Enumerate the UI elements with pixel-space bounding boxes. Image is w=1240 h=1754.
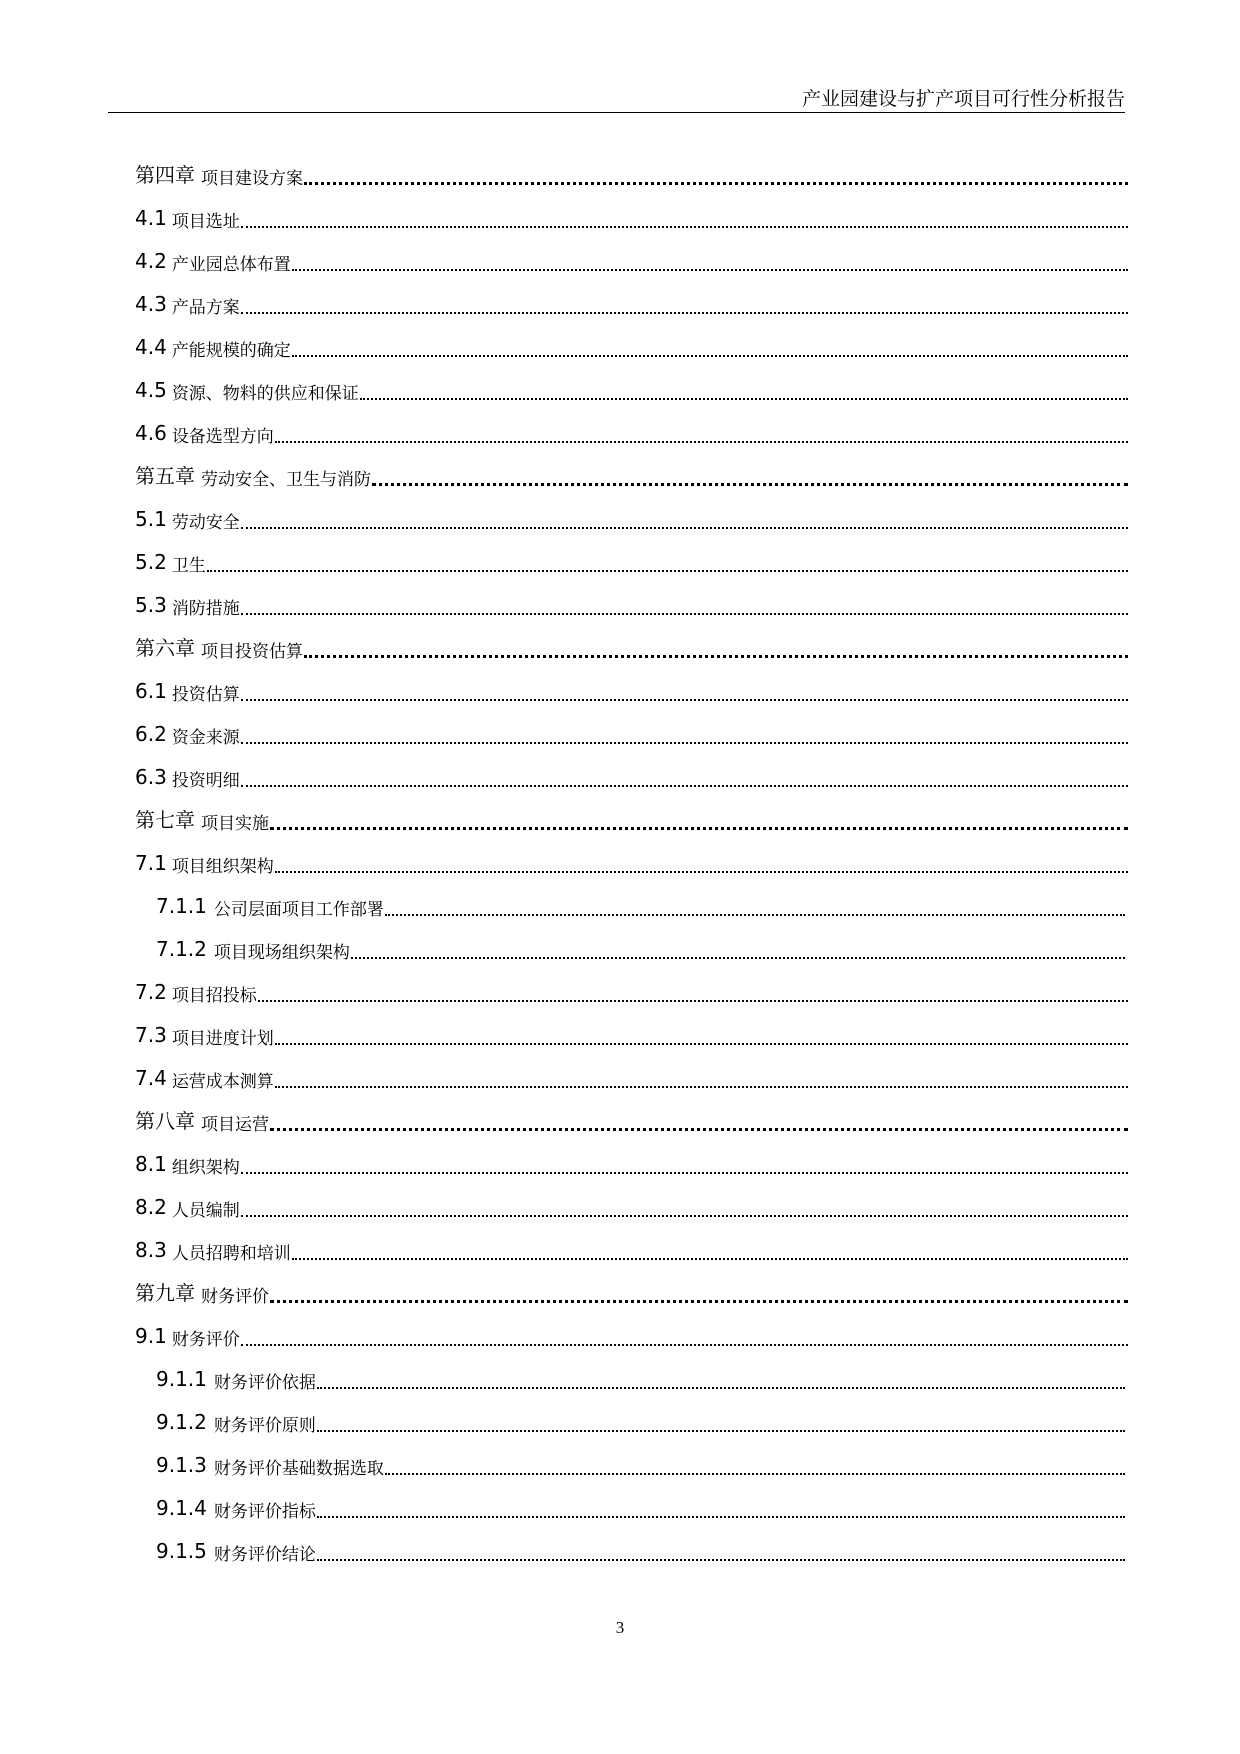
toc-section-entry[interactable] — [135, 1139, 1128, 1182]
toc-section-entry[interactable] — [135, 537, 1128, 580]
toc-section-entry[interactable] — [135, 1483, 1128, 1526]
toc-entry-title: 财务评价 — [201, 1287, 269, 1307]
toc-dot-leader — [275, 1043, 1128, 1045]
toc-dot-leader — [270, 1128, 1128, 1131]
toc-section-entry[interactable] — [135, 322, 1128, 365]
toc-entry-number: 第七章 — [135, 808, 195, 832]
toc-dot-leader — [304, 182, 1128, 185]
toc-entry-title: 投资明细 — [171, 771, 240, 791]
toc-entry-title: 财务评价指标 — [213, 1502, 316, 1522]
toc-dot-leader — [241, 226, 1128, 228]
toc-section-entry[interactable] — [135, 1311, 1128, 1354]
toc-dot-leader — [385, 914, 1125, 916]
toc-entry-number: 4.4 — [135, 335, 167, 359]
toc-entry-number: 第四章 — [135, 163, 195, 187]
toc-entry-number: 7.1.2 — [156, 937, 207, 961]
toc-chapter-entry[interactable] — [135, 623, 1128, 666]
toc-section-entry[interactable] — [135, 709, 1128, 752]
toc-dot-leader — [317, 1559, 1125, 1561]
toc-entry-number: 4.3 — [135, 292, 167, 316]
toc-entry-title: 项目选址 — [171, 212, 240, 232]
toc-dot-leader — [385, 1473, 1125, 1475]
toc-dot-leader — [241, 312, 1128, 314]
toc-section-entry[interactable] — [135, 236, 1128, 279]
toc-section-entry[interactable] — [135, 1354, 1128, 1397]
toc-dot-leader — [275, 871, 1128, 873]
toc-entry-title: 项目建设方案 — [201, 169, 303, 189]
toc-entry-title: 劳动安全、卫生与消防 — [201, 470, 371, 490]
toc-entry-title: 财务评价基础数据选取 — [213, 1459, 384, 1479]
toc-dot-leader — [372, 483, 1128, 486]
table-of-contents — [135, 150, 1128, 1569]
toc-entry-title: 项目运营 — [201, 1115, 269, 1135]
toc-entry-title: 产业园总体布置 — [171, 255, 291, 275]
toc-entry-title: 运营成本测算 — [171, 1072, 274, 1092]
toc-entry-number: 9.1.2 — [156, 1410, 207, 1434]
toc-section-entry[interactable] — [135, 1440, 1128, 1483]
toc-entry-title: 组织架构 — [171, 1158, 240, 1178]
toc-entry-title: 项目实施 — [201, 814, 269, 834]
toc-entry-title: 产品方案 — [171, 298, 240, 318]
toc-entry-title: 资源、物料的供应和保证 — [171, 384, 359, 404]
toc-dot-leader — [258, 1000, 1128, 1002]
toc-entry-title: 项目组织架构 — [171, 857, 274, 877]
toc-entry-title: 消防措施 — [171, 599, 240, 619]
toc-dot-leader — [275, 1086, 1128, 1088]
toc-entry-number: 6.1 — [135, 679, 167, 703]
toc-dot-leader — [241, 1172, 1128, 1174]
toc-entry-number: 7.1 — [135, 851, 167, 875]
toc-dot-leader — [292, 355, 1128, 357]
toc-dot-leader — [275, 441, 1128, 443]
toc-entry-number: 4.5 — [135, 378, 167, 402]
toc-entry-title: 公司层面项目工作部署 — [213, 900, 384, 920]
toc-chapter-entry[interactable] — [135, 451, 1128, 494]
toc-dot-leader — [317, 1516, 1125, 1518]
toc-entry-number: 6.3 — [135, 765, 167, 789]
toc-section-entry[interactable] — [135, 365, 1128, 408]
toc-section-entry[interactable] — [135, 666, 1128, 709]
toc-dot-leader — [241, 527, 1128, 529]
header-divider — [108, 112, 1125, 113]
toc-dot-leader — [241, 699, 1128, 701]
toc-section-entry[interactable] — [135, 1225, 1128, 1268]
toc-dot-leader — [270, 827, 1128, 830]
toc-entry-title: 设备选型方向 — [171, 427, 274, 447]
toc-chapter-entry[interactable] — [135, 150, 1128, 193]
toc-entry-number: 7.3 — [135, 1023, 167, 1047]
running-header-title: 产业园建设与扩产项目可行性分析报告 — [801, 88, 1125, 110]
toc-section-entry[interactable] — [135, 967, 1128, 1010]
toc-entry-title: 财务评价 — [171, 1330, 240, 1350]
toc-entry-number: 9.1 — [135, 1324, 167, 1348]
toc-entry-title: 项目现场组织架构 — [213, 943, 350, 963]
toc-entry-title: 项目投资估算 — [201, 642, 303, 662]
toc-dot-leader — [351, 957, 1125, 959]
toc-section-entry[interactable] — [135, 1053, 1128, 1096]
toc-section-entry[interactable] — [135, 881, 1128, 924]
toc-entry-title: 财务评价原则 — [213, 1416, 316, 1436]
toc-dot-leader — [241, 1215, 1128, 1217]
toc-entry-title: 人员编制 — [171, 1201, 240, 1221]
toc-entry-number: 8.1 — [135, 1152, 167, 1176]
toc-section-entry[interactable] — [135, 1010, 1128, 1053]
toc-entry-number: 第五章 — [135, 464, 195, 488]
toc-section-entry[interactable] — [135, 494, 1128, 537]
toc-section-entry[interactable] — [135, 752, 1128, 795]
toc-dot-leader — [241, 742, 1128, 744]
toc-entry-title: 财务评价结论 — [213, 1545, 316, 1565]
toc-dot-leader — [241, 1344, 1128, 1346]
toc-entry-number: 9.1.4 — [156, 1496, 207, 1520]
toc-dot-leader — [270, 1300, 1128, 1303]
toc-section-entry[interactable] — [135, 1182, 1128, 1225]
toc-entry-number: 第八章 — [135, 1109, 195, 1133]
toc-entry-title: 卫生 — [171, 556, 206, 576]
toc-section-entry[interactable] — [135, 408, 1128, 451]
toc-entry-title: 人员招聘和培训 — [171, 1244, 291, 1264]
toc-section-entry[interactable] — [135, 1526, 1128, 1569]
toc-entry-number: 7.2 — [135, 980, 167, 1004]
toc-chapter-entry[interactable] — [135, 1096, 1128, 1139]
toc-dot-leader — [360, 398, 1128, 400]
toc-entry-number: 9.1.3 — [156, 1453, 207, 1477]
toc-entry-title: 项目进度计划 — [171, 1029, 274, 1049]
toc-entry-number: 7.4 — [135, 1066, 167, 1090]
toc-entry-title: 产能规模的确定 — [171, 341, 291, 361]
toc-entry-number: 7.1.1 — [156, 894, 207, 918]
toc-dot-leader — [241, 613, 1128, 615]
toc-entry-number: 9.1.5 — [156, 1539, 207, 1563]
toc-entry-number: 5.2 — [135, 550, 167, 574]
toc-entry-title: 项目招投标 — [171, 986, 257, 1006]
toc-section-entry[interactable] — [135, 580, 1128, 623]
toc-entry-title: 资金来源 — [171, 728, 240, 748]
toc-entry-title: 财务评价依据 — [213, 1373, 316, 1393]
toc-section-entry[interactable] — [135, 193, 1128, 236]
toc-entry-number: 4.6 — [135, 421, 167, 445]
toc-dot-leader — [292, 269, 1128, 271]
toc-dot-leader — [317, 1430, 1125, 1432]
toc-dot-leader — [317, 1387, 1125, 1389]
toc-entry-number: 8.2 — [135, 1195, 167, 1219]
toc-entry-number: 9.1.1 — [156, 1367, 207, 1391]
toc-section-entry[interactable] — [135, 279, 1128, 322]
toc-dot-leader — [207, 570, 1128, 572]
toc-entry-number: 8.3 — [135, 1238, 167, 1262]
toc-dot-leader — [304, 655, 1128, 658]
toc-entry-number: 4.1 — [135, 206, 167, 230]
toc-entry-number: 第九章 — [135, 1281, 195, 1305]
toc-section-entry[interactable] — [135, 924, 1128, 967]
toc-entry-number: 5.3 — [135, 593, 167, 617]
toc-dot-leader — [292, 1258, 1128, 1260]
toc-chapter-entry[interactable] — [135, 795, 1128, 838]
toc-entry-title: 投资估算 — [171, 685, 240, 705]
toc-dot-leader — [241, 785, 1128, 787]
toc-section-entry[interactable] — [135, 1397, 1128, 1440]
toc-entry-number: 第六章 — [135, 636, 195, 660]
toc-entry-number: 4.2 — [135, 249, 167, 273]
toc-entry-number: 5.1 — [135, 507, 167, 531]
toc-entry-title: 劳动安全 — [171, 513, 240, 533]
page-number: 3 — [615, 1618, 625, 1637]
toc-section-entry[interactable] — [135, 838, 1128, 881]
toc-entry-number: 6.2 — [135, 722, 167, 746]
toc-chapter-entry[interactable] — [135, 1268, 1128, 1311]
